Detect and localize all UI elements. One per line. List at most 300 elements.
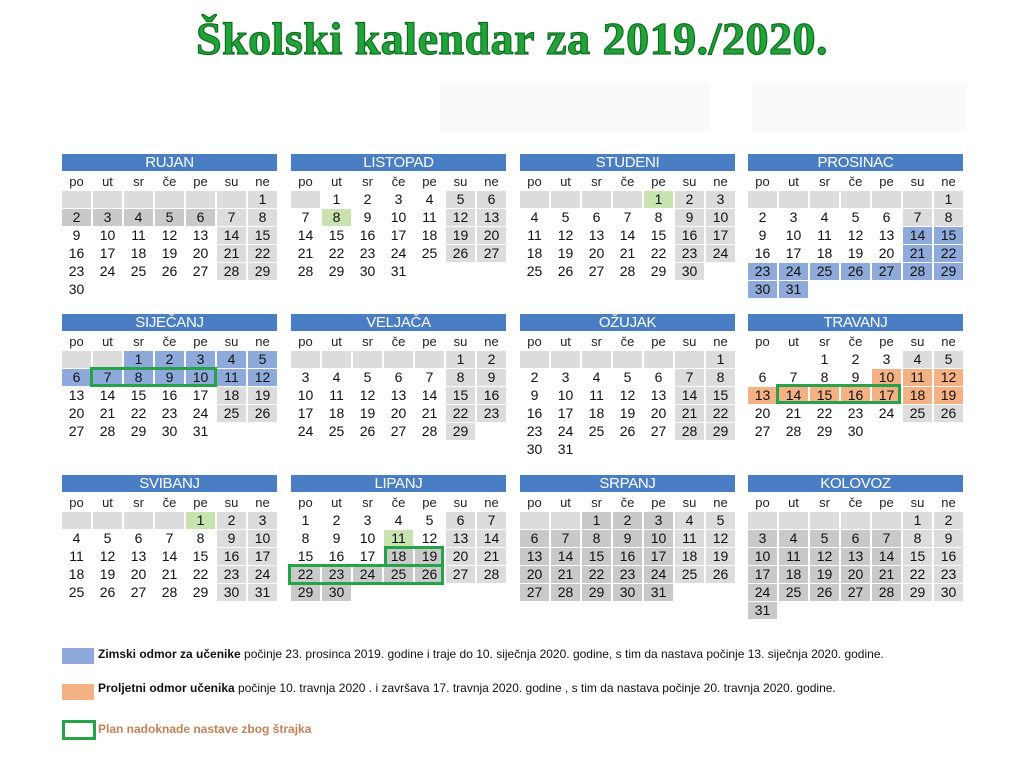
day-cell: 9: [758, 227, 767, 243]
day-cell: 9: [613, 530, 642, 547]
day-name: pe: [651, 333, 666, 349]
day-cell: 20: [192, 245, 209, 261]
empty-cell: [841, 512, 870, 529]
day-name: ne: [713, 173, 728, 189]
month-7: [748, 314, 963, 441]
day-cell: 15: [650, 227, 667, 243]
month-title: LIPANJ: [291, 475, 506, 492]
day-cell: 21: [297, 245, 314, 261]
month-1: [291, 154, 506, 281]
day-cell: 18: [217, 387, 246, 404]
empty-cell: [217, 281, 246, 298]
day-name: pe: [651, 173, 666, 189]
day-name: če: [162, 494, 177, 510]
day-cell: 14: [421, 387, 438, 403]
day-cell: 27: [520, 584, 549, 601]
day-cell: 21: [477, 548, 506, 565]
day-cell: 25: [68, 584, 85, 600]
day-name: su: [910, 494, 925, 510]
day-cell: 16: [217, 548, 246, 565]
day-cell: 2: [477, 351, 506, 368]
day-cell: 8: [654, 209, 663, 225]
day-name: če: [391, 494, 406, 510]
day-cell: 15: [297, 548, 314, 564]
day-cell: 7: [301, 209, 310, 225]
month-title: PROSINAC: [748, 154, 963, 171]
day-name: ne: [255, 494, 270, 510]
day-cell: 6: [394, 369, 403, 385]
day-name: po: [69, 494, 84, 510]
legend-winter-text: počinje 23. prosinca 2019. godine i traje do 10. siječnja 2020. godine, s tim da nastava počinje 13. siječnja 2020. godine.: [240, 647, 884, 661]
day-cell: 9: [363, 209, 372, 225]
day-cell: 17: [192, 387, 209, 403]
day-cell: 24: [706, 245, 735, 262]
day-cell: 21: [903, 245, 932, 262]
day-cell: 12: [99, 548, 116, 564]
day-cell: 10: [248, 530, 277, 547]
day-cell: 7: [425, 369, 434, 385]
day-cell: 20: [520, 566, 549, 583]
day-cell: 20: [588, 245, 605, 261]
day-cell: 7: [93, 369, 122, 386]
day-cell: 6: [758, 369, 767, 385]
empty-cell: [872, 281, 901, 298]
day-cell: 25: [328, 423, 345, 439]
day-cell: 2: [530, 369, 539, 385]
day-cell: 30: [847, 423, 864, 439]
day-cell: 9: [851, 369, 860, 385]
day-cell: 17: [248, 548, 277, 565]
empty-cell: [675, 351, 704, 368]
day-name: pe: [879, 173, 894, 189]
day-cell: 25: [217, 405, 246, 422]
day-name: su: [224, 173, 239, 189]
day-cell: 30: [526, 441, 543, 457]
day-cell: 24: [297, 423, 314, 439]
day-cell: 3: [748, 530, 777, 547]
day-cell: 29: [706, 423, 735, 440]
day-name: če: [620, 173, 635, 189]
day-cell: 1: [934, 191, 963, 208]
day-cell: 24: [878, 405, 895, 421]
day-cell: 29: [328, 263, 345, 279]
strike-makeup-outline: [90, 367, 217, 387]
day-cell: 12: [248, 369, 277, 386]
day-cell: 4: [217, 351, 246, 368]
empty-cell: [582, 351, 611, 368]
day-cell: 2: [62, 209, 91, 226]
day-cell: 13: [130, 548, 147, 564]
empty-cell: [291, 191, 320, 208]
day-cell: 19: [706, 548, 735, 565]
day-cell: 23: [161, 405, 178, 421]
empty-cell: [810, 602, 839, 619]
month-title: OŽUJAK: [520, 314, 735, 331]
day-name: po: [298, 333, 313, 349]
empty-cell: [903, 423, 932, 440]
empty-cell: [384, 584, 413, 601]
empty-cell: [415, 351, 444, 368]
empty-cell: [551, 191, 580, 208]
day-cell: 20: [130, 566, 147, 582]
empty-cell: [155, 281, 184, 298]
empty-cell: [124, 281, 153, 298]
empty-cell: [872, 423, 901, 440]
empty-cell: [477, 263, 506, 280]
empty-cell: [779, 512, 808, 529]
empty-cell: [217, 423, 246, 440]
day-cell: 6: [134, 530, 143, 546]
day-cell: 25: [675, 566, 704, 583]
month-10: [520, 475, 735, 602]
day-cell: 23: [613, 566, 642, 583]
day-cell: 27: [588, 263, 605, 279]
empty-cell: [675, 584, 704, 601]
empty-cell: [248, 423, 277, 440]
day-cell: 27: [130, 584, 147, 600]
day-cell: 21: [785, 405, 802, 421]
day-cell: 6: [446, 512, 475, 529]
month-title: STUDENI: [520, 154, 735, 171]
day-name: sr: [133, 173, 144, 189]
day-cell: 19: [415, 548, 444, 565]
day-cell: 22: [192, 566, 209, 582]
day-name: su: [453, 333, 468, 349]
month-11: [748, 475, 963, 620]
day-cell: 18: [526, 245, 543, 261]
day-cell: 21: [619, 245, 636, 261]
day-name: ne: [941, 494, 956, 510]
empty-cell: [551, 512, 580, 529]
day-cell: 8: [322, 209, 351, 226]
day-cell: 14: [872, 548, 901, 565]
day-cell: 22: [903, 566, 932, 583]
day-name: ne: [484, 333, 499, 349]
day-name: po: [298, 494, 313, 510]
day-name: pe: [422, 333, 437, 349]
day-cell: 3: [644, 512, 673, 529]
day-cell: 26: [99, 584, 116, 600]
day-cell: 24: [99, 263, 116, 279]
day-cell: 20: [68, 405, 85, 421]
day-cell: 9: [72, 227, 81, 243]
day-cell: 12: [810, 548, 839, 565]
empty-cell: [841, 602, 870, 619]
empty-cell: [582, 191, 611, 208]
day-name: ne: [484, 494, 499, 510]
day-cell: 14: [99, 387, 116, 403]
day-cell: 10: [99, 227, 116, 243]
day-cell: 16: [841, 387, 870, 404]
day-cell: 5: [561, 209, 570, 225]
day-name: su: [682, 494, 697, 510]
day-name: su: [224, 333, 239, 349]
day-cell: 21: [161, 566, 178, 582]
day-cell: 3: [706, 191, 735, 208]
day-cell: 20: [841, 566, 870, 583]
day-cell: 26: [446, 245, 475, 262]
day-name: ne: [713, 494, 728, 510]
day-cell: 4: [72, 530, 81, 546]
empty-cell: [779, 602, 808, 619]
day-cell: 19: [810, 566, 839, 583]
day-name: su: [453, 494, 468, 510]
day-cell: 10: [872, 369, 901, 386]
day-cell: 4: [592, 369, 601, 385]
empty-cell: [62, 191, 91, 208]
day-cell: 27: [841, 584, 870, 601]
day-cell: 17: [390, 227, 407, 243]
day-cell: 26: [934, 405, 963, 422]
day-cell: 20: [477, 227, 506, 244]
empty-cell: [934, 423, 963, 440]
day-cell: 15: [903, 548, 932, 565]
month-title: KOLOVOZ: [748, 475, 963, 492]
day-cell: 27: [650, 423, 667, 439]
day-cell: 11: [675, 530, 704, 547]
day-name: su: [453, 173, 468, 189]
day-cell: 6: [62, 369, 91, 386]
day-cell: 10: [748, 548, 777, 565]
day-cell: 28: [619, 263, 636, 279]
day-cell: 4: [903, 351, 932, 368]
day-name: sr: [591, 173, 602, 189]
day-cell: 18: [421, 227, 438, 243]
day-cell: 25: [810, 263, 839, 280]
empty-cell: [520, 512, 549, 529]
empty-cell: [903, 281, 932, 298]
day-cell: 31: [644, 584, 673, 601]
day-cell: 11: [69, 548, 84, 564]
day-cell: 4: [332, 369, 341, 385]
month-3: [748, 154, 963, 299]
day-cell: 23: [526, 423, 543, 439]
day-cell: 29: [446, 423, 475, 440]
empty-cell: [810, 512, 839, 529]
empty-cell: [748, 512, 777, 529]
day-name: ut: [102, 173, 113, 189]
strike-makeup-swatch: [62, 720, 96, 740]
day-cell: 15: [248, 227, 277, 244]
day-cell: 23: [748, 263, 777, 280]
day-cell: 12: [847, 227, 864, 243]
day-name: su: [910, 173, 925, 189]
day-cell: 18: [68, 566, 85, 582]
day-cell: 2: [851, 351, 860, 367]
day-cell: 6: [477, 191, 506, 208]
day-cell: 3: [248, 512, 277, 529]
day-cell: 8: [248, 209, 277, 226]
day-name: pe: [879, 494, 894, 510]
empty-cell: [706, 263, 735, 280]
day-cell: 28: [421, 423, 438, 439]
day-cell: 13: [748, 387, 777, 404]
day-cell: 16: [526, 405, 543, 421]
day-cell: 13: [390, 387, 407, 403]
day-cell: 23: [675, 245, 704, 262]
day-cell: 23: [322, 566, 351, 583]
day-name: ut: [560, 333, 571, 349]
day-cell: 7: [872, 530, 901, 547]
day-cell: 19: [446, 227, 475, 244]
day-cell: 26: [557, 263, 574, 279]
day-cell: 28: [903, 263, 932, 280]
day-cell: 13: [68, 387, 85, 403]
day-name: če: [848, 494, 863, 510]
day-name: sr: [819, 173, 830, 189]
legend-winter-title: Zimski odmor za učenike: [98, 647, 241, 661]
month-title: LISTOPAD: [291, 154, 506, 171]
day-cell: 25: [779, 584, 808, 601]
day-name: sr: [591, 494, 602, 510]
day-cell: 29: [291, 584, 320, 601]
day-cell: 15: [130, 387, 147, 403]
empty-cell: [477, 584, 506, 601]
day-cell: 12: [619, 387, 636, 403]
day-cell: 25: [526, 263, 543, 279]
day-cell: 30: [68, 281, 85, 297]
day-cell: 14: [161, 548, 178, 564]
empty-cell: [872, 602, 901, 619]
day-cell: 5: [425, 512, 434, 528]
day-cell: 2: [934, 512, 963, 529]
empty-cell: [353, 584, 382, 601]
day-cell: 17: [748, 566, 777, 583]
day-cell: 7: [165, 530, 174, 546]
day-cell: 29: [934, 263, 963, 280]
day-cell: 10: [706, 209, 735, 226]
day-cell: 11: [422, 209, 437, 225]
day-cell: 18: [675, 548, 704, 565]
day-cell: 5: [446, 191, 475, 208]
day-cell: 13: [650, 387, 667, 403]
day-cell: 7: [623, 209, 632, 225]
day-cell: 8: [903, 530, 932, 547]
day-cell: 29: [130, 423, 147, 439]
day-cell: 17: [297, 405, 314, 421]
day-cell: 28: [872, 584, 901, 601]
day-name: su: [682, 333, 697, 349]
empty-cell: [810, 191, 839, 208]
day-name: ut: [788, 333, 799, 349]
day-cell: 12: [557, 227, 574, 243]
day-cell: 24: [353, 566, 382, 583]
month-2: [520, 154, 735, 281]
day-cell: 31: [557, 441, 574, 457]
day-cell: 12: [706, 530, 735, 547]
empty-cell: [124, 191, 153, 208]
day-cell: 5: [810, 530, 839, 547]
day-cell: 20: [878, 245, 895, 261]
empty-cell: [841, 191, 870, 208]
day-name: sr: [362, 494, 373, 510]
empty-cell: [934, 281, 963, 298]
empty-cell: [613, 441, 642, 458]
day-cell: 29: [582, 584, 611, 601]
day-cell: 2: [155, 351, 184, 368]
day-name: po: [298, 173, 313, 189]
day-cell: 1: [124, 351, 153, 368]
day-cell: 4: [394, 512, 403, 528]
day-cell: 18: [779, 566, 808, 583]
day-cell: 31: [248, 584, 277, 601]
day-cell: 19: [619, 405, 636, 421]
day-cell: 16: [328, 548, 345, 564]
day-name: ut: [788, 494, 799, 510]
legend-spring-title: Proljetni odmor učenika: [98, 681, 235, 695]
day-cell: 11: [903, 369, 932, 386]
day-cell: 23: [68, 263, 85, 279]
empty-cell: [748, 351, 777, 368]
empty-cell: [353, 351, 382, 368]
day-cell: 17: [706, 227, 735, 244]
day-cell: 12: [359, 387, 376, 403]
day-cell: 26: [706, 566, 735, 583]
day-cell: 17: [359, 548, 376, 564]
empty-cell: [644, 351, 673, 368]
empty-cell: [934, 602, 963, 619]
day-cell: 11: [329, 387, 344, 403]
day-cell: 23: [847, 405, 864, 421]
day-name: su: [682, 173, 697, 189]
day-cell: 6: [654, 369, 663, 385]
day-cell: 10: [186, 369, 215, 386]
empty-cell: [446, 584, 475, 601]
empty-cell: [415, 584, 444, 601]
day-name: če: [391, 173, 406, 189]
day-cell: 16: [675, 227, 704, 244]
day-name: sr: [133, 333, 144, 349]
empty-cell: [706, 441, 735, 458]
day-cell: 2: [217, 512, 246, 529]
day-cell: 24: [779, 263, 808, 280]
day-cell: 3: [186, 351, 215, 368]
day-cell: 8: [582, 530, 611, 547]
day-cell: 28: [551, 584, 580, 601]
day-cell: 3: [93, 209, 122, 226]
day-cell: 8: [934, 209, 963, 226]
day-name: po: [527, 494, 542, 510]
empty-cell: [248, 281, 277, 298]
day-name: po: [527, 333, 542, 349]
day-cell: 4: [530, 209, 539, 225]
day-cell: 27: [446, 566, 475, 583]
day-name: ut: [102, 333, 113, 349]
day-cell: 19: [359, 405, 376, 421]
day-cell: 12: [446, 209, 475, 226]
day-cell: 9: [934, 530, 963, 547]
empty-cell: [322, 351, 351, 368]
day-name: po: [69, 173, 84, 189]
winter-break-swatch: [62, 648, 94, 664]
day-cell: 30: [359, 263, 376, 279]
day-cell: 17: [644, 548, 673, 565]
legend-spring-text: počinje 10. travnja 2020 . i završava 17. travnja 2020. godine , s tim da nastava počinje 20. travnja 2020. godine.: [234, 681, 836, 695]
month-title: TRAVANJ: [748, 314, 963, 331]
day-cell: 12: [421, 530, 438, 546]
day-cell: 13: [841, 548, 870, 565]
day-cell: 22: [291, 566, 320, 583]
day-name: sr: [362, 173, 373, 189]
empty-cell: [93, 351, 122, 368]
day-cell: 22: [650, 245, 667, 261]
day-cell: 9: [530, 387, 539, 403]
day-cell: 1: [186, 512, 215, 529]
day-cell: 22: [130, 405, 147, 421]
day-cell: 5: [851, 209, 860, 225]
day-cell: 25: [903, 405, 932, 422]
day-cell: 21: [551, 566, 580, 583]
